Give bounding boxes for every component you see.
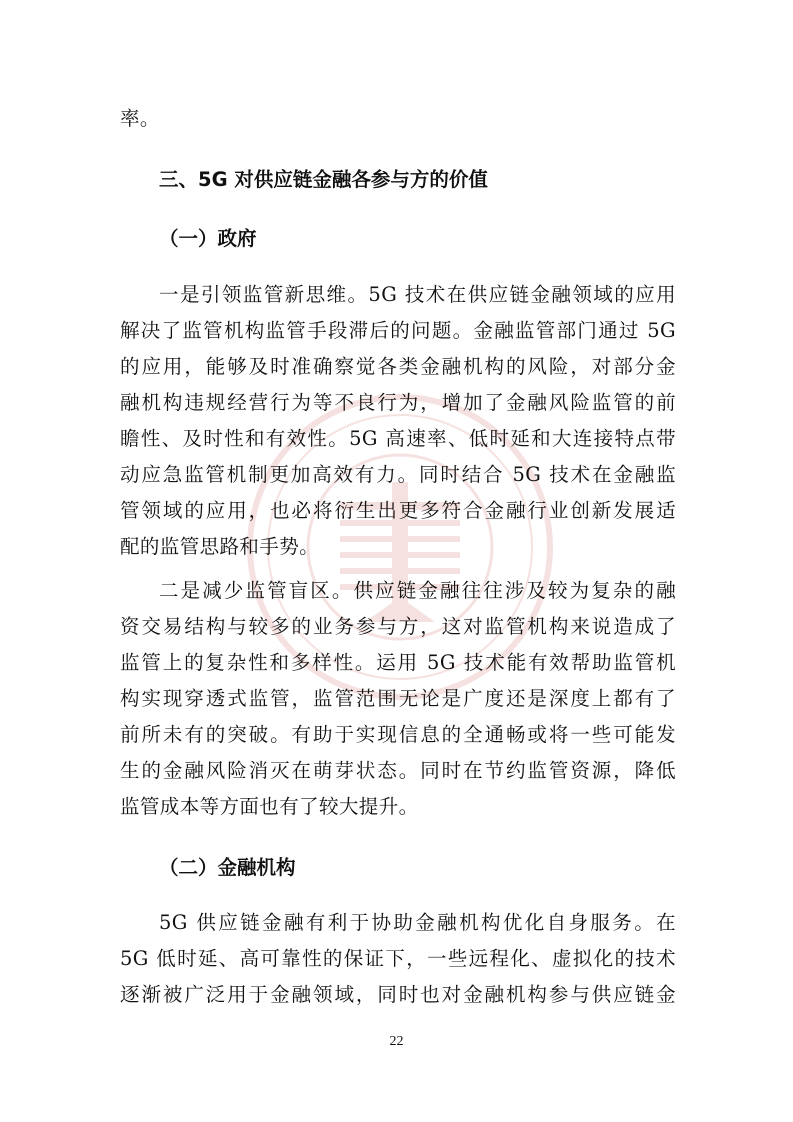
paragraph-line: 资交易结构与较多的业务参与方，这对监管机构来说造成了 — [120, 615, 676, 638]
subsection-heading-financial-institutions: （二）金融机构 — [159, 856, 296, 879]
paragraph-line: 配的监管思路和手势。 — [120, 535, 320, 558]
carryover-text: 率。 — [120, 107, 160, 130]
paragraph-line: 瞻性、及时性和有效性。5G 高速率、低时延和大连接特点带 — [120, 427, 676, 450]
paragraph-line: 管领域的应用，也必将衍生出更多符合金融行业创新发展适 — [120, 499, 676, 522]
paragraph-line: 融机构违规经营行为等不良行为，增加了金融风险监管的前 — [120, 391, 676, 414]
paragraph-line: 5G 供应链金融有利于协助金融机构优化自身服务。在 — [159, 911, 676, 934]
page-number: 22 — [389, 1034, 404, 1049]
subsection-heading-government: （一）政府 — [159, 227, 257, 250]
paragraph-line: 的应用，能够及时准确察觉各类金融机构的风险，对部分金 — [120, 355, 676, 378]
section-heading: 三、5G 对供应链金融各参与方的价值 — [159, 168, 488, 191]
paragraph-line: 构实现穿透式监管，监管范围无论是广度还是深度上都有了 — [120, 687, 676, 710]
paragraph-line: 动应急监管机制更加高效有力。同时结合 5G 技术在金融监 — [120, 463, 676, 486]
paragraph-line: 监管上的复杂性和多样性。运用 5G 技术能有效帮助监管机 — [120, 651, 676, 674]
paragraph-line: 一是引领监管新思维。5G 技术在供应链金融领域的应用 — [159, 283, 676, 306]
paragraph-line: 监管成本等方面也有了较大提升。 — [120, 795, 419, 818]
paragraph-line: 二是减少监管盲区。供应链金融往往涉及较为复杂的融 — [159, 579, 676, 602]
paragraph-line: 5G 低时延、高可靠性的保证下，一些远程化、虚拟化的技术 — [120, 947, 676, 970]
paragraph-line: 前所未有的突破。有助于实现信息的全通畅或将一些可能发 — [120, 723, 676, 746]
paragraph-line: 逐渐被广泛用于金融领域，同时也对金融机构参与供应链金 — [120, 983, 676, 1006]
paragraph-line: 解决了监管机构监管手段滞后的问题。金融监管部门通过 5G — [120, 319, 676, 342]
paragraph-line: 生的金融风险消灭在萌芽状态。同时在节约监管资源，降低 — [120, 759, 676, 782]
